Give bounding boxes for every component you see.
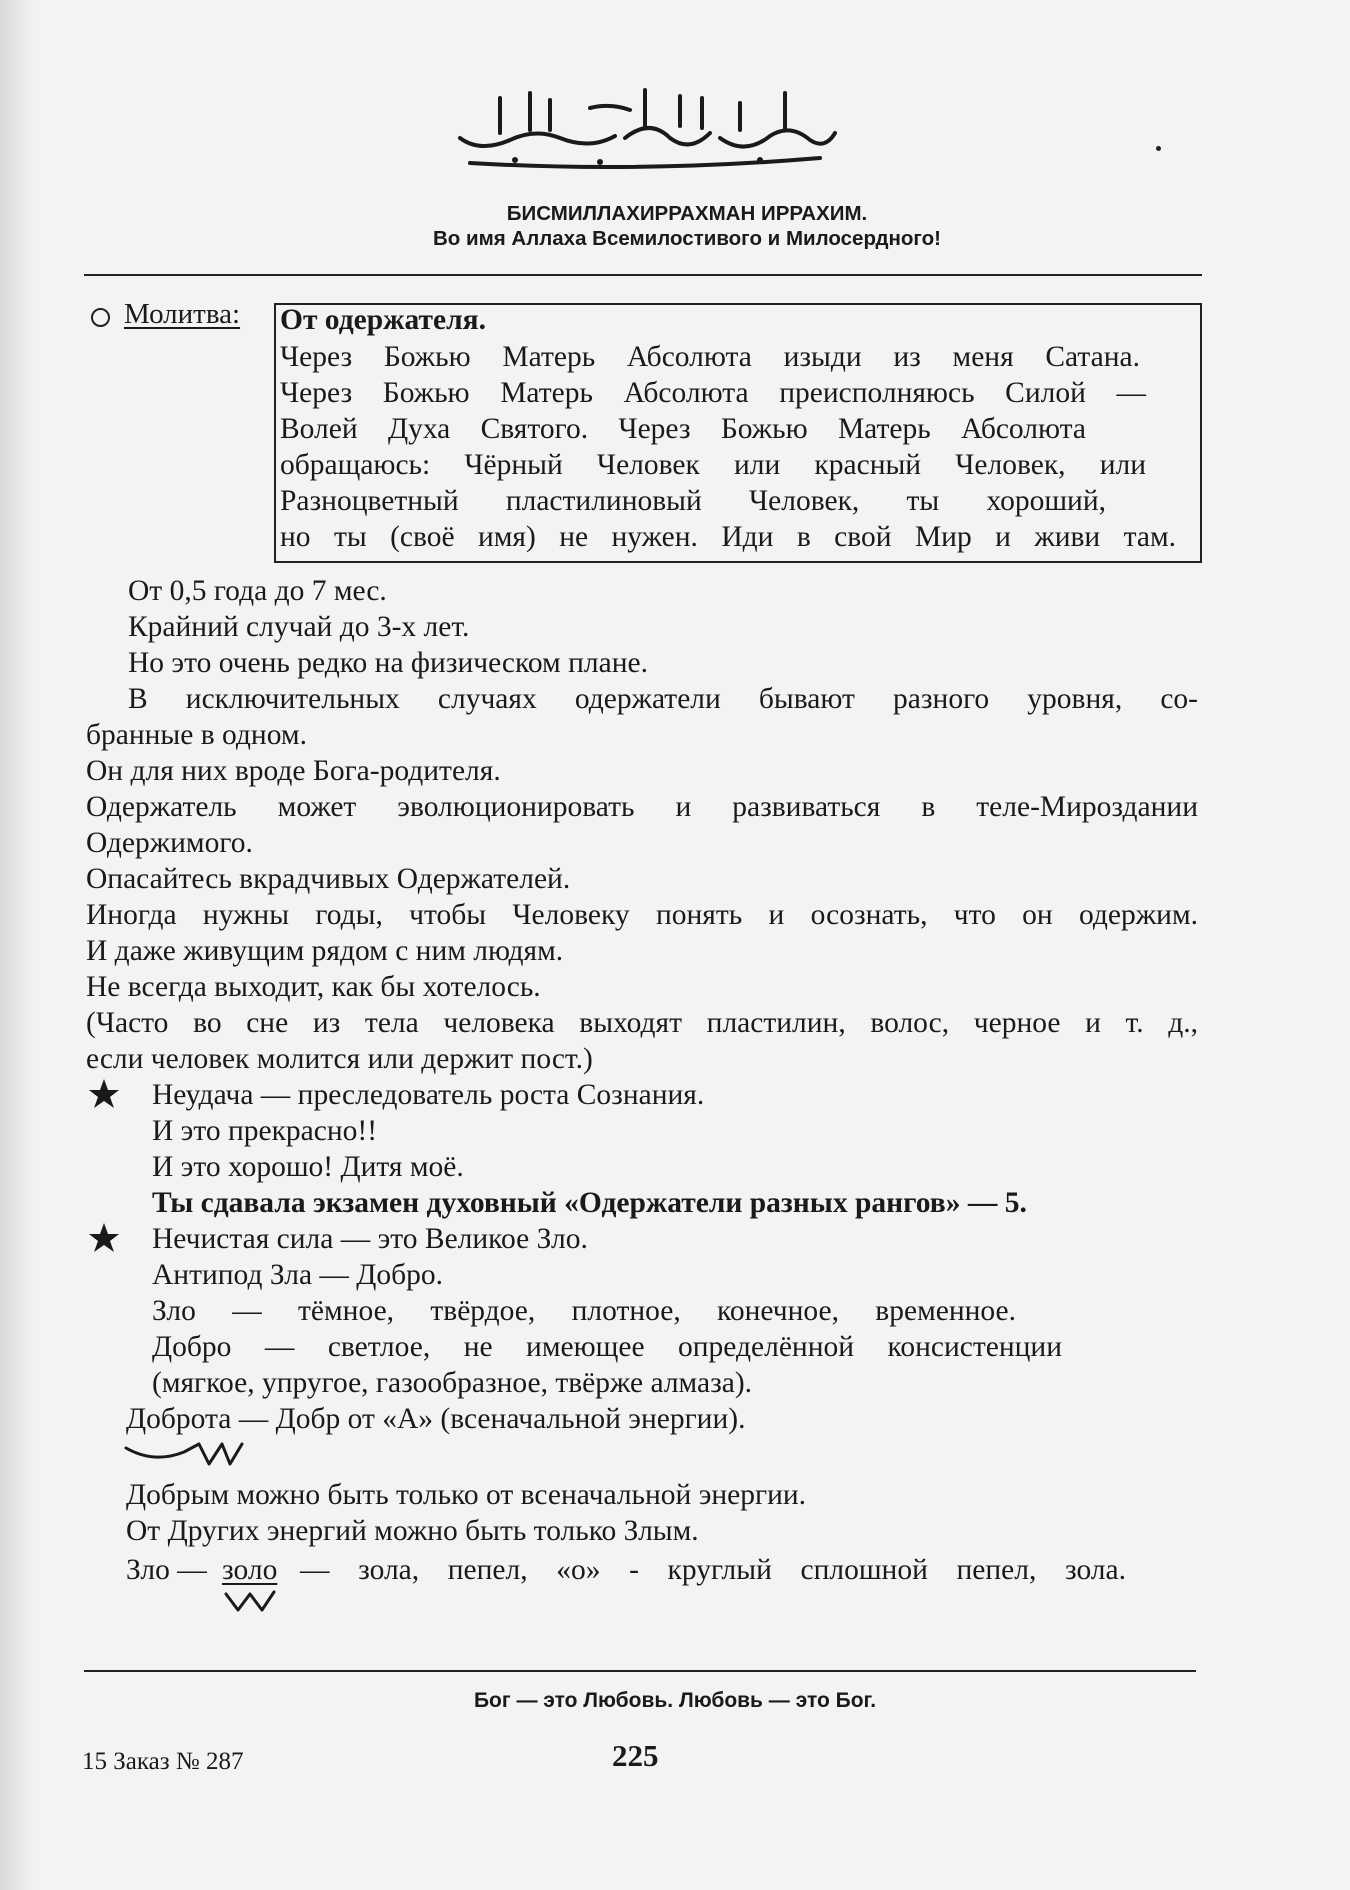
body-line: Крайний случай до 3-х лет. <box>128 611 470 643</box>
prayer-title: От одержателя. <box>280 304 486 336</box>
print-speck <box>1156 146 1161 151</box>
body-line: Нечистая сила — это Великое Зло. <box>152 1223 588 1255</box>
body-line: бранные в одном. <box>86 719 307 751</box>
body-line: Доброта — Добр от «А» (всеначальной энергии). <box>126 1403 746 1435</box>
prayer-line: Разноцветный пластилиновый Человек, ты хороший, <box>280 485 1106 517</box>
bismillah-calligraphy-icon <box>440 78 840 178</box>
body-line: И это хорошо! Дитя моё. <box>152 1151 464 1183</box>
prayer-line: Через Божью Матерь Абсолюта преисполняюсь Силой — <box>280 377 1146 409</box>
body-line: Неудача — преследователь роста Сознания. <box>152 1079 705 1111</box>
body-line: Добрым можно быть только от всеначальной энергии. <box>126 1479 807 1511</box>
prayer-label: Молитва: <box>124 298 241 330</box>
body-line: (Часто во сне из тела человека выходят пластилин, волос, черное и т. д., <box>86 1007 1198 1039</box>
body-line: Он для них вроде Бога-родителя. <box>86 755 501 787</box>
header-rule <box>84 274 1202 276</box>
body-line: И это прекрасно!! <box>152 1115 378 1147</box>
body-line: — зола, пепел, «о» - круглый сплошной пепел, зола. <box>300 1554 1126 1586</box>
zolo-word: золо <box>222 1554 278 1586</box>
body-line: Антипод Зла — Добро. <box>152 1259 444 1291</box>
prayer-line: обращаюсь: Чёрный Человек или красный Человек, или <box>280 449 1146 481</box>
body-line: И даже живущим рядом с ним людям. <box>86 935 564 967</box>
zlo-word: Зло — <box>126 1554 207 1586</box>
prayer-line: но ты (своё имя) не нужен. Иди в свой Мир и живи там. <box>280 521 1176 553</box>
body-line: От Других энергий можно быть только Злым. <box>126 1515 699 1547</box>
body-line: Иногда нужны годы, чтобы Человеку понять и осознать, что он одержим. <box>86 899 1198 931</box>
circle-bullet-icon <box>91 308 110 327</box>
header-subtitle: Во имя Аллаха Всемилостивого и Милосердного! <box>432 227 941 250</box>
exam-line: Ты сдавала экзамен духовный «Одержатели разных рангов» — 5. <box>152 1187 1027 1219</box>
zigzag-mark-icon <box>224 1590 284 1616</box>
star-bullet-icon <box>88 1222 120 1254</box>
body-line: если человек молится или держит пост.) <box>86 1043 593 1075</box>
header-title: БИСМИЛЛАХИРРАХМАН ИРРАХИМ. <box>506 202 868 225</box>
prayer-line: Волей Духа Святого. Через Божью Матерь Абсолюта <box>280 413 1086 445</box>
body-line: Добро — светлое, не имеющее определённой консистенции <box>152 1331 1062 1363</box>
body-line: Но это очень редко на физическом плане. <box>128 647 648 679</box>
prayer-line: Через Божью Матерь Абсолюта изыди из меня Сатана. <box>280 341 1140 373</box>
body-line: Одержимого. <box>86 827 253 859</box>
body-line: От 0,5 года до 7 мес. <box>128 575 387 607</box>
body-line: (мягкое, упругое, газообразное, твёрже алмаза). <box>152 1367 753 1399</box>
page-edge-shadow <box>0 0 34 1890</box>
footer-motto: Бог — это Любовь. Любовь — это Бог. <box>473 1689 877 1712</box>
star-bullet-icon <box>88 1078 120 1110</box>
page-number: 225 <box>612 1738 659 1773</box>
footer-rule <box>84 1670 1196 1672</box>
body-line: В исключительных случаях одержатели бывают разного уровня, со- <box>128 683 1198 715</box>
body-line: Опасайтесь вкрадчивых Одержателей. <box>86 863 571 895</box>
zigzag-underline-icon <box>124 1440 254 1470</box>
order-note: 15 Заказ № 287 <box>82 1748 244 1775</box>
body-line: Зло — тёмное, твёрдое, плотное, конечное, временное. <box>152 1295 1016 1327</box>
body-line: Не всегда выходит, как бы хотелось. <box>86 971 541 1003</box>
body-line: Одержатель может эволюционировать и развиваться в теле-Мироздании <box>86 791 1198 823</box>
